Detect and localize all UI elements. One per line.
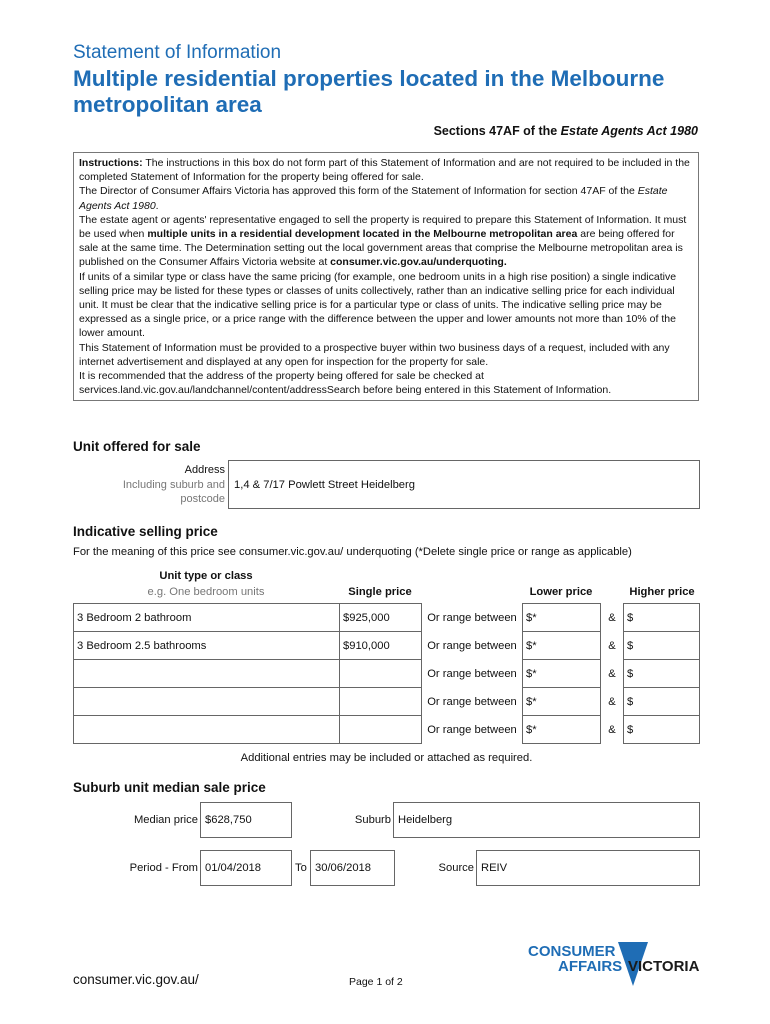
period-to-label: To [295, 862, 307, 874]
indicative-price-heading: Indicative selling price [73, 524, 218, 539]
lower-price-cell[interactable]: $* [523, 660, 601, 688]
period-from-label: Period - From [129, 862, 198, 874]
lower-price-cell[interactable]: $* [523, 716, 601, 744]
instructions-p1: Instructions: The instructions in this box do not form part of this Statement of Information and are not required to be included in the completed Statement of Information for the property being offered for sale. [79, 157, 690, 184]
suburb-field[interactable]: Heidelberg [393, 802, 700, 838]
col-single-price: Single price [348, 586, 412, 598]
single-price-cell[interactable] [340, 716, 422, 744]
ampersand: & [608, 639, 616, 652]
additional-entries-note: Additional entries may be included or attached as required. [240, 752, 533, 764]
higher-price-cell[interactable]: $ [624, 604, 700, 632]
single-price-cell[interactable]: $925,000 [340, 604, 422, 632]
ampersand: & [608, 695, 616, 708]
price-table [73, 603, 700, 744]
source-field[interactable]: REIV [476, 850, 700, 886]
range-label: Or range between [427, 611, 517, 624]
form-title-small: Statement of Information [73, 42, 282, 63]
median-heading: Suburb unit median sale price [73, 780, 266, 795]
address-label: Address Including suburb and postcode [122, 464, 225, 505]
table-row [74, 688, 700, 716]
sections-reference: Sections 47AF of the Estate Agents Act 1980 [433, 124, 698, 138]
higher-price-cell[interactable]: $ [624, 632, 700, 660]
table-row [74, 632, 700, 660]
source-label: Source [438, 862, 474, 874]
instructions-p3: The estate agent or agents' representative engaged to sell the property is required to prepare this Statement of Information. It must be used when multiple units in a residential development located in the Melbourne metropolitan area are being offered for sale at the same time. The Determination setting out the local government areas that comprise the Melbourne metropolitan area is published on the Consumer Affairs Victoria website at consumer.vic.gov.au/underquoting. [79, 213, 687, 269]
instructions-p6: It is recommended that the address of the property being offered for sale be checked at services.land.vic.gov.au/landchannel/content/addressSearch before being entered in this Statement of Information. [79, 370, 612, 397]
period-from-field[interactable]: 01/04/2018 [200, 850, 292, 886]
higher-price-cell[interactable]: $ [624, 716, 700, 744]
table-row [74, 716, 700, 744]
instructions-p2: The Director of Consumer Affairs Victoria has approved this form of the Statement of Information for section 47AF of the Estate Agents Act 1980. [79, 185, 668, 212]
table-row [74, 660, 700, 688]
page-number: Page 1 of 2 [349, 976, 403, 988]
unit-offered-heading: Unit offered for sale [73, 439, 201, 454]
median-price-label: Median price [133, 814, 198, 826]
range-label: Or range between [427, 695, 517, 708]
lower-price-cell[interactable]: $* [523, 632, 601, 660]
range-label: Or range between [427, 639, 517, 652]
table-row [74, 604, 700, 632]
col-unit-type-example: e.g. One bedroom units [147, 586, 265, 598]
higher-price-cell[interactable]: $ [624, 688, 700, 716]
unit-type-cell[interactable]: 3 Bedroom 2 bathroom [74, 604, 340, 632]
instructions-p4: If units of a similar type or class have the same pricing (for example, one bedroom units in a high rise position) a single indicative selling price may be listed for these types or classes of units collectively, rather than an indicative selling price for each individual unit. It must be clear that the indicative selling price is for a particular type or class of units. The indicative selling price may be expressed as a single price, or a price range with the difference between the upper and lower amounts not more than 10% of the lower amount. [79, 270, 677, 340]
footer-url[interactable]: consumer.vic.gov.au/ [73, 972, 199, 987]
indicative-price-note: For the meaning of this price see consumer.vic.gov.au/ underquoting (*Delete single price or range as applicable) [73, 546, 632, 558]
single-price-cell[interactable] [340, 688, 422, 716]
col-higher-price: Higher price [629, 586, 695, 598]
instructions-box [73, 152, 699, 401]
median-price-field[interactable]: $628,750 [200, 802, 292, 838]
svg-text:CONSUMER: CONSUMER [528, 943, 616, 960]
ampersand: & [608, 667, 616, 680]
unit-type-cell[interactable]: 3 Bedroom 2.5 bathrooms [74, 632, 340, 660]
single-price-cell[interactable] [340, 660, 422, 688]
single-price-cell[interactable]: $910,000 [340, 632, 422, 660]
col-unit-type: Unit type or class [159, 570, 253, 582]
unit-type-cell[interactable] [74, 716, 340, 744]
address-field[interactable]: 1,4 & 7/17 Powlett Street Heidelberg [228, 460, 700, 509]
ampersand: & [608, 611, 616, 624]
consumer-affairs-victoria-logo [528, 938, 703, 995]
range-label: Or range between [427, 667, 517, 680]
ampersand: & [608, 723, 616, 736]
cav-logo-graphic [528, 938, 703, 990]
lower-price-cell[interactable]: $* [523, 604, 601, 632]
svg-text:AFFAIRS: AFFAIRS [558, 958, 623, 975]
form-title: Multiple residential properties located in the Melbourne metropolitan area [73, 66, 665, 117]
lower-price-cell[interactable]: $* [523, 688, 601, 716]
suburb-label: Suburb [354, 814, 391, 826]
unit-type-cell[interactable] [74, 688, 340, 716]
period-to-field[interactable]: 30/06/2018 [310, 850, 395, 886]
svg-text:VICTORIA: VICTORIA [628, 958, 700, 975]
range-label: Or range between [427, 723, 517, 736]
unit-type-cell[interactable] [74, 660, 340, 688]
higher-price-cell[interactable]: $ [624, 660, 700, 688]
instructions-p5: This Statement of Information must be provided to a prospective buyer within two business days of a request, included with any internet advertisement and displayed at any open for inspection for the property for sale. [79, 341, 670, 368]
col-lower-price: Lower price [529, 586, 593, 598]
